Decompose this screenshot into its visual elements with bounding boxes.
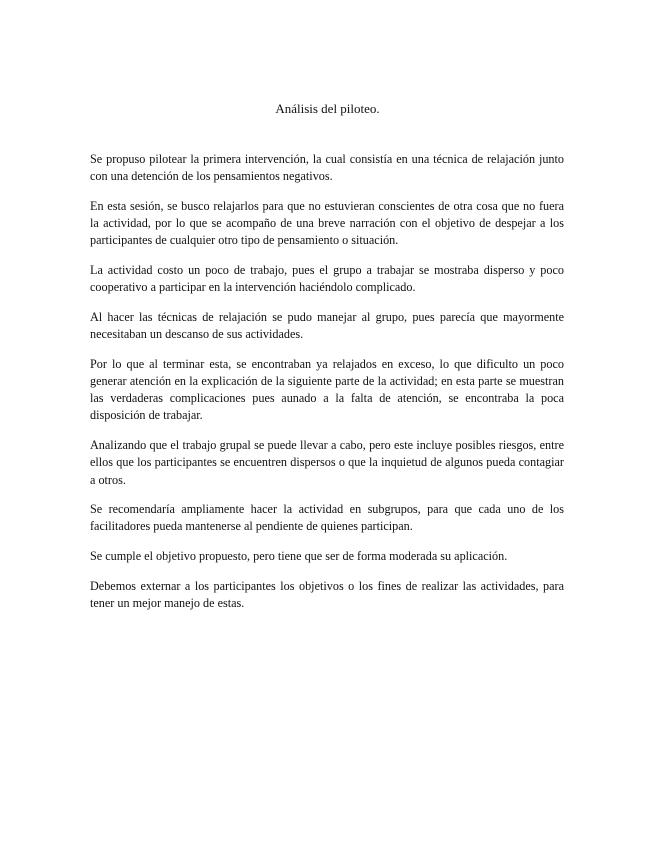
paragraph: Analizando que el trabajo grupal se puede llevar a cabo, pero este incluye posibles riesgos, entre ellos que los participantes se encuentren dispersos o que la inquietud de algunos pueda contagiar a otros. [90,438,564,487]
paragraph: Se recomendaría ampliamente hacer la actividad en subgrupos, para que cada uno de los facilitadores pueda mantenerse al pendiente de quienes participan. [90,502,564,534]
paragraph: En esta sesión, se busco relajarlos para que no estuvieran conscientes de otra cosa que no fuera la actividad, por lo que se acompaño de una breve narración con el objetivo de despejar a los participantes de cualquier otro tipo de pensamiento o situación. [90,198,564,248]
paragraph: Se cumple el objetivo propuesto, pero tiene que ser de forma moderada su aplicación. [90,549,508,564]
paragraph: Debemos externar a los participantes los objetivos o los fines de realizar las actividades, para tener un mejor manejo de estas. [90,578,564,611]
paragraph: Por lo que al terminar esta, se encontraban ya relajados en exceso, lo que dificulto un poco generar atención en la explicación de la siguiente parte de la actividad; en esta parte se muestran las verdaderas complicaciones pues aunado a la falta de atención, se encontraba la poca disposición de trabajar. [90,356,564,423]
document-body [90,151,564,625]
paragraph: La actividad costo un poco de trabajo, pues el grupo a trabajar se mostraba disperso y poco cooperativo a participar en la intervención haciéndolo complicado. [90,263,564,295]
page-title: Análisis del piloteo. [275,101,380,116]
paragraph: Se propuso pilotear la primera intervención, la cual consistía en una técnica de relajación junto con una detención de los pensamientos negativos. [90,152,564,184]
paragraph: Al hacer las técnicas de relajación se pudo manejar al grupo, pues parecía que mayormente necesitaban un descanso de sus actividades. [90,309,564,342]
